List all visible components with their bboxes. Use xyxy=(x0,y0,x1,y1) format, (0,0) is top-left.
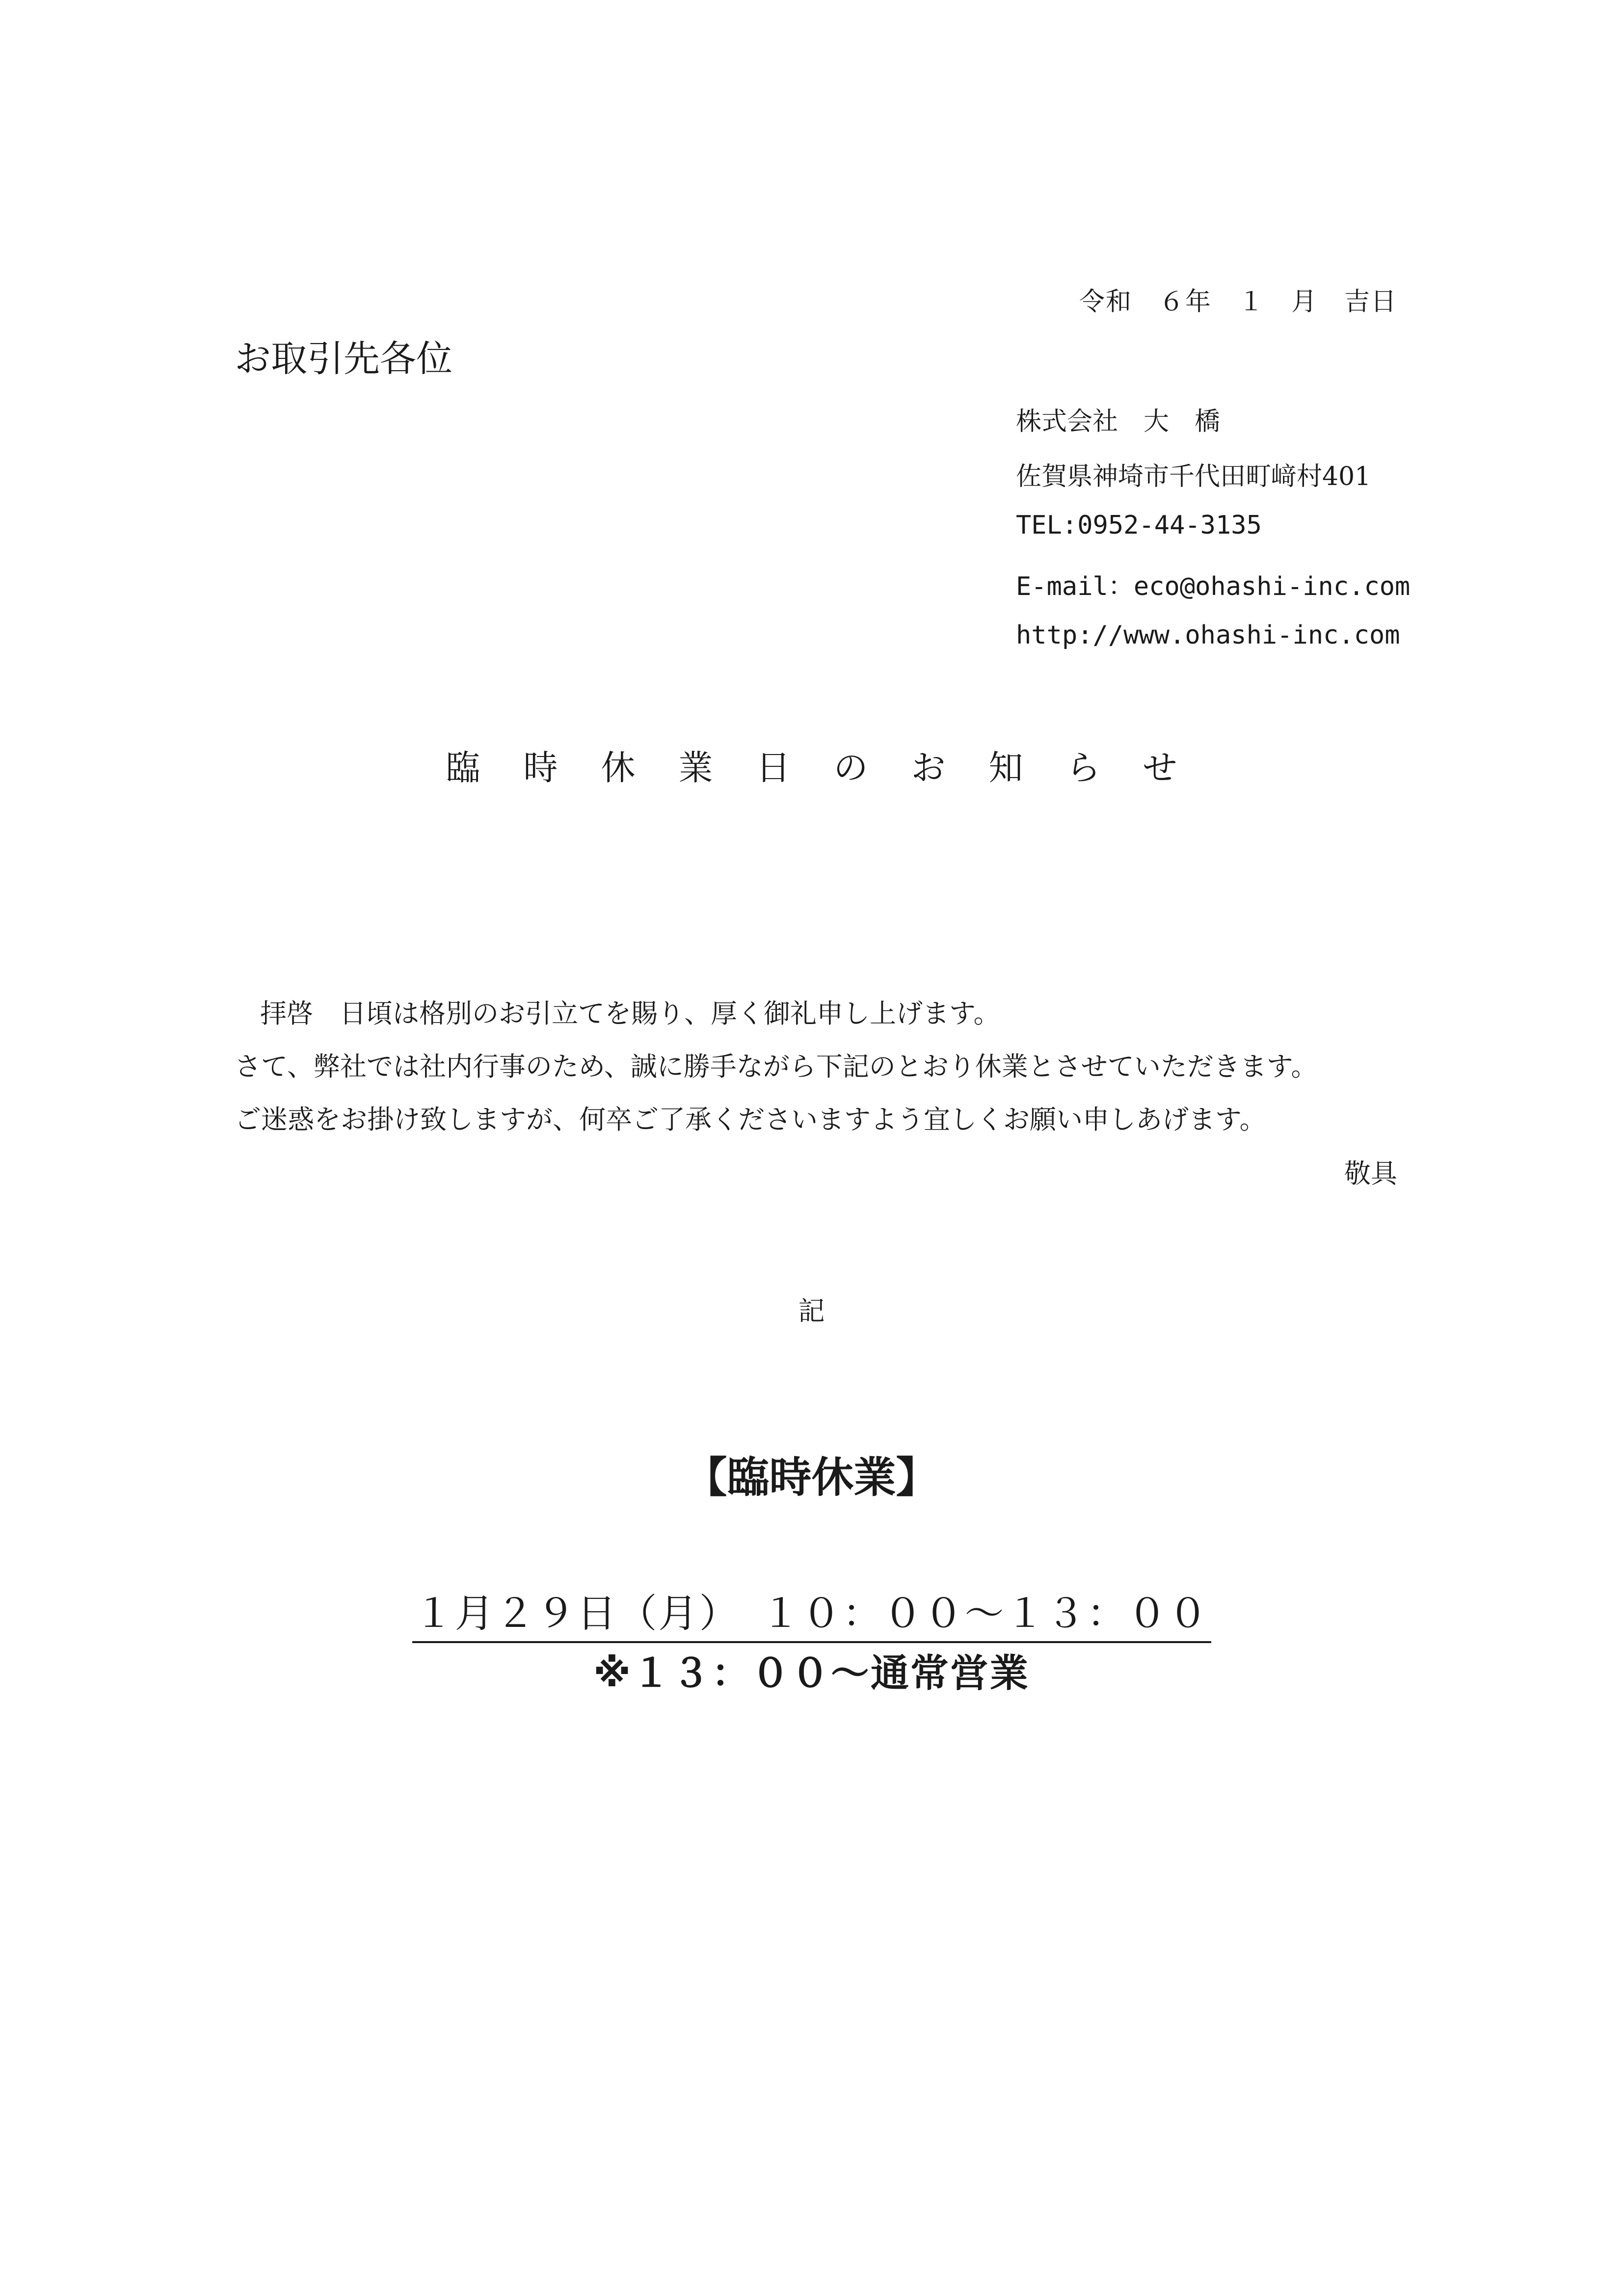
closing-remark: 敬具 xyxy=(1344,1158,1397,1189)
body-announcement: さて、弊社では社内行事のため、誠に勝手ながら下記のとおり休業とさせていただきます。 xyxy=(235,1051,1318,1082)
business-resume-note: ※１３：００～通常営業 xyxy=(593,1651,1030,1696)
addressee: お取引先各位 xyxy=(235,338,452,380)
closure-heading: 【臨時休業】 xyxy=(685,1453,938,1502)
ki-marker: 記 xyxy=(798,1296,825,1326)
sender-address: 佐賀県神埼市千代田町﨑村401 xyxy=(1016,462,1371,491)
closure-schedule-text: １月２９日（月） １０：００～１３：００ xyxy=(412,1582,1211,1643)
document-title: 臨時休業日のお知らせ xyxy=(446,748,1221,788)
sender-url: http://www.ohashi-inc.com xyxy=(1016,621,1400,650)
sender-email: E-mail：eco@ohashi-inc.com xyxy=(1016,572,1410,601)
issue-date: 令和 ６年 １ 月 吉日 xyxy=(1079,287,1397,317)
sender-tel: TEL:0952-44-3135 xyxy=(1016,511,1262,540)
body-greeting: 拝啓 日頃は格別のお引立てを賜り、厚く御礼申し上げます。 xyxy=(260,998,1000,1029)
sender-company: 株式会社 大 橋 xyxy=(1016,407,1221,436)
body-apology: ご迷惑をお掛け致しますが、何卒ご了承くださいますよう宜しくお願い申しあげます。 xyxy=(235,1104,1266,1135)
closure-schedule xyxy=(0,1582,1623,1643)
